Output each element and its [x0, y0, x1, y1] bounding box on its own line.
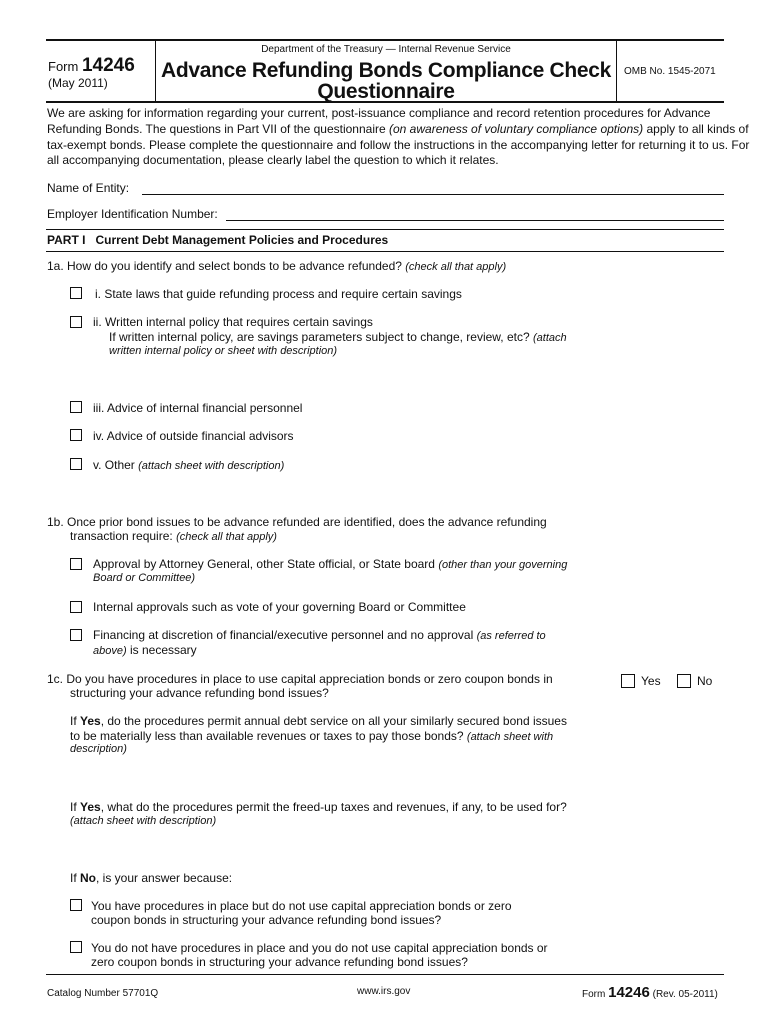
q1c-no-opt1-checkbox[interactable] [70, 899, 82, 911]
q1a-iii-label: iii. Advice of internal financial personnel [93, 401, 303, 415]
part1-title: Current Debt Management Policies and Procedures [95, 233, 389, 247]
header-divider-left [155, 40, 156, 102]
q1a-ii-sub: If written internal policy, are savings parameters subject to change, review, etc? (attach [109, 330, 567, 344]
q1b-opt1-label: Approval by Attorney General, other State official, or State board (other than your governing [93, 557, 568, 571]
q1b-opt1-note: Board or Committee) [93, 572, 196, 584]
form-title-line1: Advance Refunding Bonds Compliance Check [160, 59, 612, 82]
q1b-opt3-end: above) is necessary [93, 643, 197, 657]
entity-input-line[interactable] [142, 194, 724, 195]
q1c-no-checkbox[interactable] [677, 674, 691, 688]
q1b-opt2-label: Internal approvals such as vote of your governing Board or Committee [93, 600, 466, 614]
intro-line1: We are asking for information regarding your current, post-issuance compliance and record retention procedures for Advance [47, 106, 711, 120]
q1b-question-line1: 1b. Once prior bond issues to be advance refunded are identified, does the advance refunding [47, 515, 547, 529]
q1a-v-checkbox[interactable] [70, 458, 82, 470]
q1b-opt1-checkbox[interactable] [70, 558, 82, 570]
omb-number: OMB No. 1545-2071 [624, 66, 716, 77]
part1-bottom-rule [46, 251, 724, 252]
q1a-question: 1a. How do you identify and select bonds to be advance refunded? (check all that apply) [47, 259, 507, 273]
ein-input-line[interactable] [226, 220, 724, 221]
part1-top-rule [46, 229, 724, 230]
department: Department of the Treasury — Internal Revenue Service [261, 44, 511, 55]
q1c-ifyes1-note: description) [70, 743, 127, 755]
header-top-rule [46, 39, 724, 41]
part1-heading [47, 233, 388, 248]
catalog-number: Catalog Number 57701Q [47, 988, 159, 999]
q1c-ifyes1-line2: to be materially less than available revenues or taxes to pay those bonds? (attach sheet with [70, 729, 554, 743]
q1c-ifyes2-note: (attach sheet with description) [70, 815, 217, 827]
q1c-question-line2: structuring your advance refunding bond issues? [70, 686, 329, 700]
form-number: 14246 [81, 55, 135, 76]
form-date: (May 2011) [48, 76, 108, 90]
q1a-v-label: v. Other (attach sheet with description) [93, 458, 285, 472]
q1c-ifyes2-line1: If Yes, what do the procedures permit the freed-up taxes and revenues, if any, to be used for? [70, 800, 567, 814]
q1a-ii-label: ii. Written internal policy that requires certain savings [93, 315, 373, 329]
q1a-ii-checkbox[interactable] [70, 316, 82, 328]
q1b-opt3-label: Financing at discretion of financial/executive personnel and no approval (as referred to [93, 628, 546, 642]
intro-line2: Refunding Bonds. The questions in Part VII of the questionnaire (on awareness of voluntary compliance options) apply to all kinds of [47, 122, 749, 136]
q1c-no-opt2-line2: zero coupon bonds in structuring your advance refunding bond issues? [91, 955, 468, 969]
q1a-i-checkbox[interactable] [70, 287, 82, 299]
header-divider-right [616, 40, 617, 102]
q1c-no-opt1-line2: coupon bonds in structuring your advance refunding bond issues? [91, 913, 442, 927]
footer-rule [46, 974, 724, 975]
q1c-ifyes1-line1: If Yes, do the procedures permit annual debt service on all your similarly secured bond issues [70, 714, 567, 728]
q1a-ii-note: written internal policy or sheet with description) [109, 345, 338, 357]
q1a-iv-checkbox[interactable] [70, 429, 82, 441]
intro-line3: tax-exempt bonds. Please complete the questionnaire and follow the instructions in the accompanying letter for returning it to us. For [47, 138, 750, 152]
form-label: Form [48, 59, 79, 74]
form-title-line2: Questionnaire [317, 80, 455, 103]
q1c-question-line1: 1c. Do you have procedures in place to use capital appreciation bonds or zero coupon bonds in [47, 672, 553, 686]
website[interactable]: www.irs.gov [357, 986, 411, 997]
q1c-ifno: If No, is your answer because: [70, 871, 233, 885]
q1c-yes-checkbox[interactable] [621, 674, 635, 688]
q1b-opt2-checkbox[interactable] [70, 601, 82, 613]
q1c-no-opt1-line1: You have procedures in place but do not use capital appreciation bonds or zero [91, 899, 512, 913]
q1c-no-label: No [697, 674, 713, 688]
q1c-yes-label: Yes [641, 674, 661, 688]
q1c-no-opt2-checkbox[interactable] [70, 941, 82, 953]
footer-form-id: Form 14246 (Rev. 05-2011) [582, 984, 718, 1001]
q1a-iii-checkbox[interactable] [70, 401, 82, 413]
intro-line4: all accompanying documentation, please clearly label the question to which it relates. [47, 153, 499, 167]
form-id [48, 55, 135, 77]
q1b-opt3-checkbox[interactable] [70, 629, 82, 641]
ein-label: Employer Identification Number: [47, 207, 218, 221]
q1a-i-label: i. State laws that guide refunding process and require certain savings [95, 287, 462, 301]
q1c-no-opt2-line1: You do not have procedures in place and you do not use capital appreciation bonds or [91, 941, 548, 955]
q1b-question-line2: transaction require: (check all that apply) [70, 529, 277, 543]
q1a-iv-label: iv. Advice of outside financial advisors [93, 429, 294, 443]
part1-label: PART I [47, 233, 86, 247]
entity-label: Name of Entity: [47, 181, 130, 195]
